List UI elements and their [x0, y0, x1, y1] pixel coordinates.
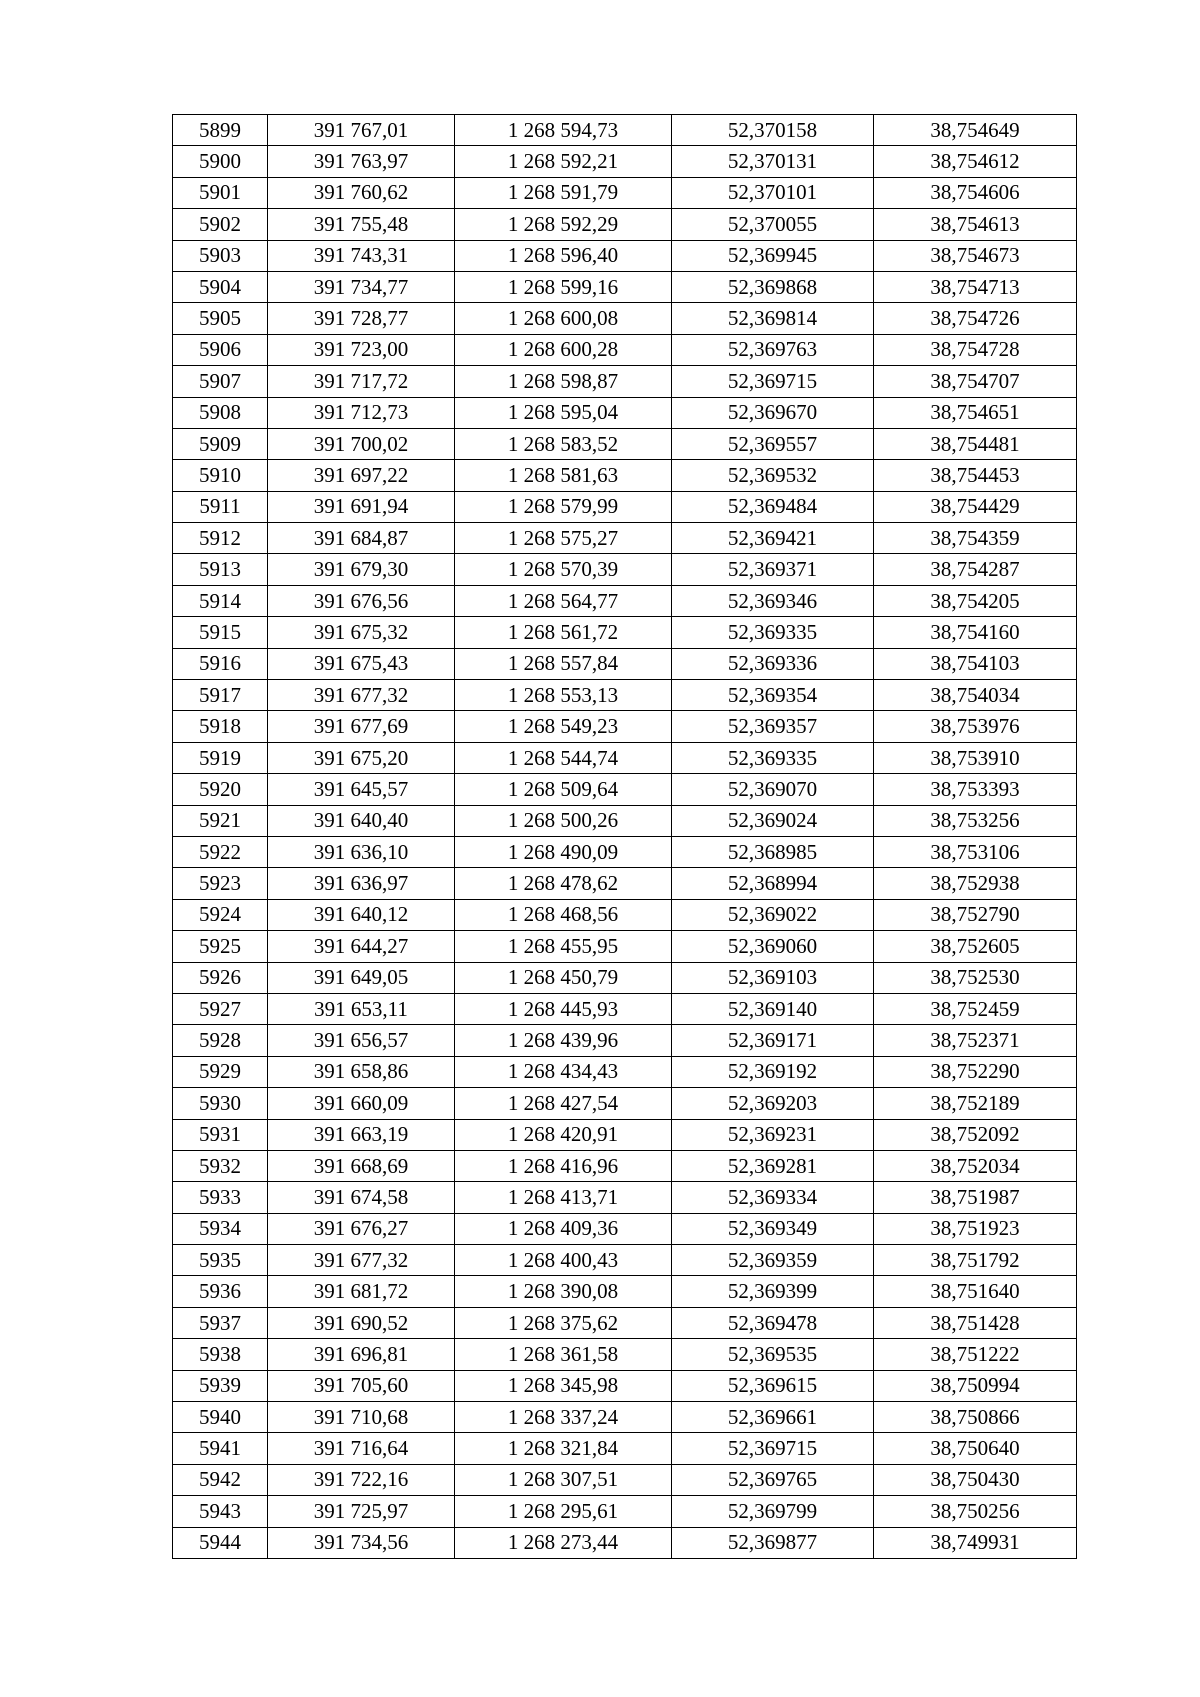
longitude-cell: 38,750994 — [874, 1370, 1077, 1401]
x-coordinate-cell: 391 681,72 — [268, 1276, 455, 1307]
x-coordinate-cell: 391 668,69 — [268, 1150, 455, 1181]
longitude-cell: 38,754481 — [874, 428, 1077, 459]
longitude-cell: 38,754103 — [874, 648, 1077, 679]
latitude-cell: 52,369336 — [672, 648, 874, 679]
latitude-cell: 52,368994 — [672, 868, 874, 899]
table-row — [173, 962, 1077, 993]
table-row — [173, 1025, 1077, 1056]
point-number-cell: 5936 — [173, 1276, 268, 1307]
x-coordinate-cell: 391 636,97 — [268, 868, 455, 899]
y-coordinate-cell: 1 268 595,04 — [455, 397, 672, 428]
latitude-cell: 52,369171 — [672, 1025, 874, 1056]
y-coordinate-cell: 1 268 549,23 — [455, 711, 672, 742]
y-coordinate-cell: 1 268 592,21 — [455, 146, 672, 177]
latitude-cell: 52,369192 — [672, 1056, 874, 1087]
y-coordinate-cell: 1 268 273,44 — [455, 1527, 672, 1558]
x-coordinate-cell: 391 684,87 — [268, 523, 455, 554]
longitude-cell: 38,754606 — [874, 177, 1077, 208]
table-row — [173, 1213, 1077, 1244]
x-coordinate-cell: 391 760,62 — [268, 177, 455, 208]
x-coordinate-cell: 391 700,02 — [268, 428, 455, 459]
point-number-cell: 5933 — [173, 1182, 268, 1213]
y-coordinate-cell: 1 268 478,62 — [455, 868, 672, 899]
table-row — [173, 931, 1077, 962]
table-row — [173, 1088, 1077, 1119]
point-number-cell: 5904 — [173, 271, 268, 302]
table-row — [173, 868, 1077, 899]
longitude-cell: 38,751923 — [874, 1213, 1077, 1244]
point-number-cell: 5909 — [173, 428, 268, 459]
table-row — [173, 1370, 1077, 1401]
x-coordinate-cell: 391 658,86 — [268, 1056, 455, 1087]
point-number-cell: 5903 — [173, 240, 268, 271]
y-coordinate-cell: 1 268 592,29 — [455, 209, 672, 240]
latitude-cell: 52,369421 — [672, 523, 874, 554]
point-number-cell: 5924 — [173, 899, 268, 930]
longitude-cell: 38,754651 — [874, 397, 1077, 428]
table-row — [173, 491, 1077, 522]
x-coordinate-cell: 391 717,72 — [268, 366, 455, 397]
point-number-cell: 5915 — [173, 617, 268, 648]
latitude-cell: 52,368985 — [672, 836, 874, 867]
table-row — [173, 397, 1077, 428]
x-coordinate-cell: 391 705,60 — [268, 1370, 455, 1401]
x-coordinate-cell: 391 676,56 — [268, 585, 455, 616]
table-row — [173, 1307, 1077, 1338]
latitude-cell: 52,369140 — [672, 993, 874, 1024]
table-row — [173, 146, 1077, 177]
table-row — [173, 1496, 1077, 1527]
x-coordinate-cell: 391 649,05 — [268, 962, 455, 993]
longitude-cell: 38,752459 — [874, 993, 1077, 1024]
latitude-cell: 52,369799 — [672, 1496, 874, 1527]
latitude-cell: 52,369557 — [672, 428, 874, 459]
point-number-cell: 5902 — [173, 209, 268, 240]
longitude-cell: 38,752290 — [874, 1056, 1077, 1087]
y-coordinate-cell: 1 268 468,56 — [455, 899, 672, 930]
table-row — [173, 1339, 1077, 1370]
latitude-cell: 52,369532 — [672, 460, 874, 491]
longitude-cell: 38,754160 — [874, 617, 1077, 648]
x-coordinate-cell: 391 644,27 — [268, 931, 455, 962]
table-row — [173, 523, 1077, 554]
latitude-cell: 52,369231 — [672, 1119, 874, 1150]
latitude-cell: 52,369715 — [672, 366, 874, 397]
point-number-cell: 5916 — [173, 648, 268, 679]
point-number-cell: 5906 — [173, 334, 268, 365]
longitude-cell: 38,752938 — [874, 868, 1077, 899]
x-coordinate-cell: 391 697,22 — [268, 460, 455, 491]
y-coordinate-cell: 1 268 583,52 — [455, 428, 672, 459]
point-number-cell: 5899 — [173, 115, 268, 146]
longitude-cell: 38,754453 — [874, 460, 1077, 491]
x-coordinate-cell: 391 710,68 — [268, 1402, 455, 1433]
longitude-cell: 38,754205 — [874, 585, 1077, 616]
x-coordinate-cell: 391 660,09 — [268, 1088, 455, 1119]
x-coordinate-cell: 391 677,69 — [268, 711, 455, 742]
x-coordinate-cell: 391 690,52 — [268, 1307, 455, 1338]
y-coordinate-cell: 1 268 321,84 — [455, 1433, 672, 1464]
latitude-cell: 52,369399 — [672, 1276, 874, 1307]
table-row — [173, 1464, 1077, 1495]
longitude-cell: 38,751428 — [874, 1307, 1077, 1338]
longitude-cell: 38,754359 — [874, 523, 1077, 554]
latitude-cell: 52,369945 — [672, 240, 874, 271]
table-row — [173, 993, 1077, 1024]
latitude-cell: 52,369715 — [672, 1433, 874, 1464]
point-number-cell: 5938 — [173, 1339, 268, 1370]
latitude-cell: 52,369478 — [672, 1307, 874, 1338]
table-row — [173, 1276, 1077, 1307]
table-row — [173, 460, 1077, 491]
y-coordinate-cell: 1 268 409,36 — [455, 1213, 672, 1244]
y-coordinate-cell: 1 268 509,64 — [455, 774, 672, 805]
point-number-cell: 5900 — [173, 146, 268, 177]
point-number-cell: 5942 — [173, 1464, 268, 1495]
longitude-cell: 38,751792 — [874, 1245, 1077, 1276]
longitude-cell: 38,752530 — [874, 962, 1077, 993]
point-number-cell: 5940 — [173, 1402, 268, 1433]
longitude-cell: 38,754287 — [874, 554, 1077, 585]
table-row — [173, 1433, 1077, 1464]
y-coordinate-cell: 1 268 375,62 — [455, 1307, 672, 1338]
longitude-cell: 38,751640 — [874, 1276, 1077, 1307]
longitude-cell: 38,753976 — [874, 711, 1077, 742]
point-number-cell: 5911 — [173, 491, 268, 522]
point-number-cell: 5943 — [173, 1496, 268, 1527]
table-row — [173, 1245, 1077, 1276]
table-row — [173, 836, 1077, 867]
table-row — [173, 334, 1077, 365]
point-number-cell: 5923 — [173, 868, 268, 899]
y-coordinate-cell: 1 268 594,73 — [455, 115, 672, 146]
longitude-cell: 38,750256 — [874, 1496, 1077, 1527]
longitude-cell: 38,753256 — [874, 805, 1077, 836]
y-coordinate-cell: 1 268 591,79 — [455, 177, 672, 208]
longitude-cell: 38,754728 — [874, 334, 1077, 365]
latitude-cell: 52,369335 — [672, 617, 874, 648]
latitude-cell: 52,369354 — [672, 680, 874, 711]
y-coordinate-cell: 1 268 596,40 — [455, 240, 672, 271]
table-row — [173, 648, 1077, 679]
table-row — [173, 680, 1077, 711]
longitude-cell: 38,754673 — [874, 240, 1077, 271]
latitude-cell: 52,369022 — [672, 899, 874, 930]
longitude-cell: 38,754612 — [874, 146, 1077, 177]
longitude-cell: 38,754726 — [874, 303, 1077, 334]
latitude-cell: 52,369281 — [672, 1150, 874, 1181]
y-coordinate-cell: 1 268 553,13 — [455, 680, 672, 711]
latitude-cell: 52,369661 — [672, 1402, 874, 1433]
table-row — [173, 1119, 1077, 1150]
point-number-cell: 5908 — [173, 397, 268, 428]
table-row — [173, 1402, 1077, 1433]
y-coordinate-cell: 1 268 581,63 — [455, 460, 672, 491]
longitude-cell: 38,752605 — [874, 931, 1077, 962]
latitude-cell: 52,370158 — [672, 115, 874, 146]
latitude-cell: 52,369763 — [672, 334, 874, 365]
longitude-cell: 38,752189 — [874, 1088, 1077, 1119]
x-coordinate-cell: 391 676,27 — [268, 1213, 455, 1244]
longitude-cell: 38,754713 — [874, 271, 1077, 302]
latitude-cell: 52,369103 — [672, 962, 874, 993]
longitude-cell: 38,754649 — [874, 115, 1077, 146]
y-coordinate-cell: 1 268 544,74 — [455, 742, 672, 773]
table-row — [173, 240, 1077, 271]
table-row — [173, 899, 1077, 930]
point-number-cell: 5913 — [173, 554, 268, 585]
table-row — [173, 711, 1077, 742]
x-coordinate-cell: 391 712,73 — [268, 397, 455, 428]
latitude-cell: 52,369060 — [672, 931, 874, 962]
point-number-cell: 5901 — [173, 177, 268, 208]
point-number-cell: 5944 — [173, 1527, 268, 1558]
point-number-cell: 5932 — [173, 1150, 268, 1181]
latitude-cell: 52,369357 — [672, 711, 874, 742]
table-row — [173, 303, 1077, 334]
point-number-cell: 5919 — [173, 742, 268, 773]
table-row — [173, 1182, 1077, 1213]
latitude-cell: 52,369765 — [672, 1464, 874, 1495]
latitude-cell: 52,369868 — [672, 271, 874, 302]
y-coordinate-cell: 1 268 561,72 — [455, 617, 672, 648]
x-coordinate-cell: 391 675,32 — [268, 617, 455, 648]
x-coordinate-cell: 391 663,19 — [268, 1119, 455, 1150]
y-coordinate-cell: 1 268 600,28 — [455, 334, 672, 365]
latitude-cell: 52,369484 — [672, 491, 874, 522]
table-row — [173, 1150, 1077, 1181]
y-coordinate-cell: 1 268 600,08 — [455, 303, 672, 334]
x-coordinate-cell: 391 677,32 — [268, 1245, 455, 1276]
y-coordinate-cell: 1 268 500,26 — [455, 805, 672, 836]
y-coordinate-cell: 1 268 420,91 — [455, 1119, 672, 1150]
y-coordinate-cell: 1 268 345,98 — [455, 1370, 672, 1401]
point-number-cell: 5941 — [173, 1433, 268, 1464]
y-coordinate-cell: 1 268 455,95 — [455, 931, 672, 962]
longitude-cell: 38,752034 — [874, 1150, 1077, 1181]
x-coordinate-cell: 391 716,64 — [268, 1433, 455, 1464]
x-coordinate-cell: 391 674,58 — [268, 1182, 455, 1213]
latitude-cell: 52,369371 — [672, 554, 874, 585]
table-row — [173, 177, 1077, 208]
x-coordinate-cell: 391 653,11 — [268, 993, 455, 1024]
latitude-cell: 52,369670 — [672, 397, 874, 428]
y-coordinate-cell: 1 268 579,99 — [455, 491, 672, 522]
y-coordinate-cell: 1 268 557,84 — [455, 648, 672, 679]
y-coordinate-cell: 1 268 450,79 — [455, 962, 672, 993]
table-row — [173, 271, 1077, 302]
table-row — [173, 742, 1077, 773]
longitude-cell: 38,752371 — [874, 1025, 1077, 1056]
table-row — [173, 585, 1077, 616]
latitude-cell: 52,369877 — [672, 1527, 874, 1558]
y-coordinate-cell: 1 268 427,54 — [455, 1088, 672, 1119]
latitude-cell: 52,369346 — [672, 585, 874, 616]
point-number-cell: 5920 — [173, 774, 268, 805]
longitude-cell: 38,753393 — [874, 774, 1077, 805]
latitude-cell: 52,369024 — [672, 805, 874, 836]
table-row — [173, 428, 1077, 459]
y-coordinate-cell: 1 268 400,43 — [455, 1245, 672, 1276]
x-coordinate-cell: 391 645,57 — [268, 774, 455, 805]
longitude-cell: 38,750430 — [874, 1464, 1077, 1495]
x-coordinate-cell: 391 723,00 — [268, 334, 455, 365]
point-number-cell: 5922 — [173, 836, 268, 867]
y-coordinate-cell: 1 268 564,77 — [455, 585, 672, 616]
point-number-cell: 5907 — [173, 366, 268, 397]
table-row — [173, 115, 1077, 146]
latitude-cell: 52,369334 — [672, 1182, 874, 1213]
x-coordinate-cell: 391 722,16 — [268, 1464, 455, 1495]
y-coordinate-cell: 1 268 413,71 — [455, 1182, 672, 1213]
table-row — [173, 1056, 1077, 1087]
longitude-cell: 38,752790 — [874, 899, 1077, 930]
x-coordinate-cell: 391 636,10 — [268, 836, 455, 867]
x-coordinate-cell: 391 728,77 — [268, 303, 455, 334]
point-number-cell: 5926 — [173, 962, 268, 993]
y-coordinate-cell: 1 268 575,27 — [455, 523, 672, 554]
x-coordinate-cell: 391 640,12 — [268, 899, 455, 930]
latitude-cell: 52,369535 — [672, 1339, 874, 1370]
longitude-cell: 38,754613 — [874, 209, 1077, 240]
y-coordinate-cell: 1 268 598,87 — [455, 366, 672, 397]
x-coordinate-cell: 391 675,20 — [268, 742, 455, 773]
coordinates-table-body — [173, 115, 1077, 1559]
table-row — [173, 774, 1077, 805]
point-number-cell: 5917 — [173, 680, 268, 711]
point-number-cell: 5905 — [173, 303, 268, 334]
point-number-cell: 5921 — [173, 805, 268, 836]
y-coordinate-cell: 1 268 490,09 — [455, 836, 672, 867]
point-number-cell: 5931 — [173, 1119, 268, 1150]
x-coordinate-cell: 391 763,97 — [268, 146, 455, 177]
x-coordinate-cell: 391 734,56 — [268, 1527, 455, 1558]
point-number-cell: 5928 — [173, 1025, 268, 1056]
table-row — [173, 366, 1077, 397]
longitude-cell: 38,751222 — [874, 1339, 1077, 1370]
latitude-cell: 52,369070 — [672, 774, 874, 805]
x-coordinate-cell: 391 677,32 — [268, 680, 455, 711]
point-number-cell: 5925 — [173, 931, 268, 962]
x-coordinate-cell: 391 656,57 — [268, 1025, 455, 1056]
point-number-cell: 5935 — [173, 1245, 268, 1276]
y-coordinate-cell: 1 268 390,08 — [455, 1276, 672, 1307]
table-row — [173, 209, 1077, 240]
y-coordinate-cell: 1 268 307,51 — [455, 1464, 672, 1495]
y-coordinate-cell: 1 268 439,96 — [455, 1025, 672, 1056]
latitude-cell: 52,369203 — [672, 1088, 874, 1119]
longitude-cell: 38,749931 — [874, 1527, 1077, 1558]
x-coordinate-cell: 391 725,97 — [268, 1496, 455, 1527]
table-row — [173, 1527, 1077, 1558]
x-coordinate-cell: 391 696,81 — [268, 1339, 455, 1370]
point-number-cell: 5914 — [173, 585, 268, 616]
y-coordinate-cell: 1 268 361,58 — [455, 1339, 672, 1370]
longitude-cell: 38,750866 — [874, 1402, 1077, 1433]
latitude-cell: 52,369349 — [672, 1213, 874, 1244]
longitude-cell: 38,751987 — [874, 1182, 1077, 1213]
latitude-cell: 52,370055 — [672, 209, 874, 240]
longitude-cell: 38,752092 — [874, 1119, 1077, 1150]
point-number-cell: 5910 — [173, 460, 268, 491]
latitude-cell: 52,370101 — [672, 177, 874, 208]
latitude-cell: 52,369335 — [672, 742, 874, 773]
x-coordinate-cell: 391 679,30 — [268, 554, 455, 585]
table-row — [173, 805, 1077, 836]
x-coordinate-cell: 391 640,40 — [268, 805, 455, 836]
x-coordinate-cell: 391 755,48 — [268, 209, 455, 240]
y-coordinate-cell: 1 268 416,96 — [455, 1150, 672, 1181]
latitude-cell: 52,369359 — [672, 1245, 874, 1276]
point-number-cell: 5929 — [173, 1056, 268, 1087]
table-row — [173, 554, 1077, 585]
point-number-cell: 5918 — [173, 711, 268, 742]
latitude-cell: 52,369814 — [672, 303, 874, 334]
table-row — [173, 617, 1077, 648]
y-coordinate-cell: 1 268 445,93 — [455, 993, 672, 1024]
x-coordinate-cell: 391 734,77 — [268, 271, 455, 302]
y-coordinate-cell: 1 268 337,24 — [455, 1402, 672, 1433]
y-coordinate-cell: 1 268 570,39 — [455, 554, 672, 585]
latitude-cell: 52,370131 — [672, 146, 874, 177]
y-coordinate-cell: 1 268 599,16 — [455, 271, 672, 302]
point-number-cell: 5934 — [173, 1213, 268, 1244]
longitude-cell: 38,754429 — [874, 491, 1077, 522]
y-coordinate-cell: 1 268 295,61 — [455, 1496, 672, 1527]
latitude-cell: 52,369615 — [672, 1370, 874, 1401]
point-number-cell: 5912 — [173, 523, 268, 554]
longitude-cell: 38,754707 — [874, 366, 1077, 397]
longitude-cell: 38,753910 — [874, 742, 1077, 773]
longitude-cell: 38,750640 — [874, 1433, 1077, 1464]
x-coordinate-cell: 391 675,43 — [268, 648, 455, 679]
x-coordinate-cell: 391 691,94 — [268, 491, 455, 522]
x-coordinate-cell: 391 767,01 — [268, 115, 455, 146]
x-coordinate-cell: 391 743,31 — [268, 240, 455, 271]
longitude-cell: 38,753106 — [874, 836, 1077, 867]
coordinates-table — [172, 114, 1077, 1559]
longitude-cell: 38,754034 — [874, 680, 1077, 711]
point-number-cell: 5927 — [173, 993, 268, 1024]
y-coordinate-cell: 1 268 434,43 — [455, 1056, 672, 1087]
point-number-cell: 5939 — [173, 1370, 268, 1401]
point-number-cell: 5937 — [173, 1307, 268, 1338]
point-number-cell: 5930 — [173, 1088, 268, 1119]
